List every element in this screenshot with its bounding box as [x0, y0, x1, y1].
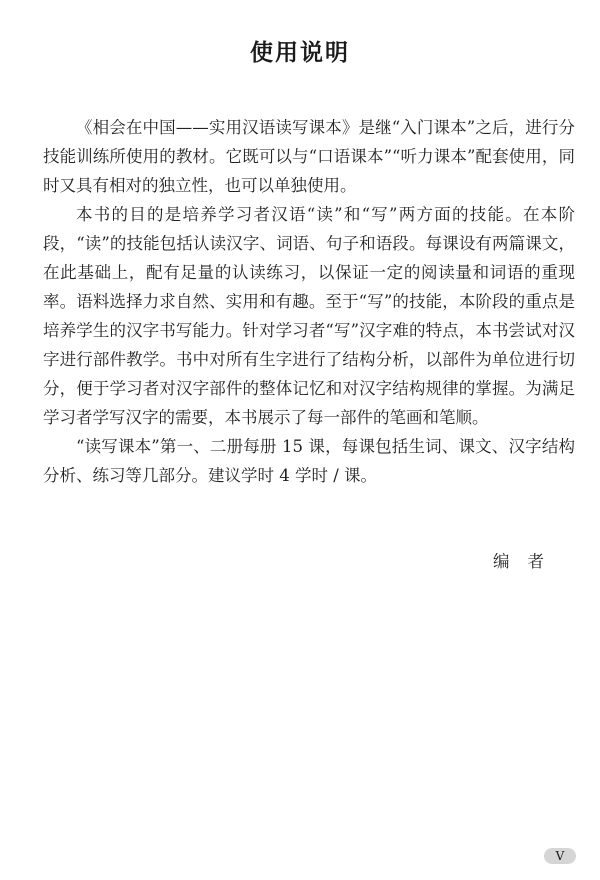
page-title: 使用说明 — [250, 40, 350, 66]
page-number-badge: V — [544, 848, 576, 864]
paragraph-goals: 本书的目的是培养学习者汉语“读”和“写”两方面的技能。在本阶段，“读”的技能包括认读汉字、词语、句子和语段。每课设有两篇课文，在此基础上，配有足量的认读练习，以保证一定的阅读量和词语的重现率。语料选择力求自然、实用和有趣。至于“写”的技能，本阶段的重点是培养学生的汉字书写能力。针对学习者“写”汉字难的特点，本书尝试对汉字进行部件教学。书中对所有生字进行了结构分析，以部件为单位进行切分，便于学习者对汉字部件的整体记忆和对汉字结构规律的掌握。为满足学习者学写汉字的需要，本书展示了每一部件的笔画和笔顺。 — [43, 205, 575, 427]
body-text — [43, 113, 575, 490]
paragraph-structure: “读写课本”第一、二册每册 15 课，每课包括生词、课文、汉字结构分析、练习等几部分。建议学时 4 学时 / 课。 — [43, 437, 575, 485]
paragraph-intro: 《相会在中国——实用汉语读写课本》是继“入门课本”之后，进行分技能训练所使用的教材。它既可以与“口语课本”“听力课本”配套使用，同时又具有相对的独立性，也可以单独使用。 — [43, 118, 575, 195]
editor-signature: 编者 — [493, 552, 562, 571]
